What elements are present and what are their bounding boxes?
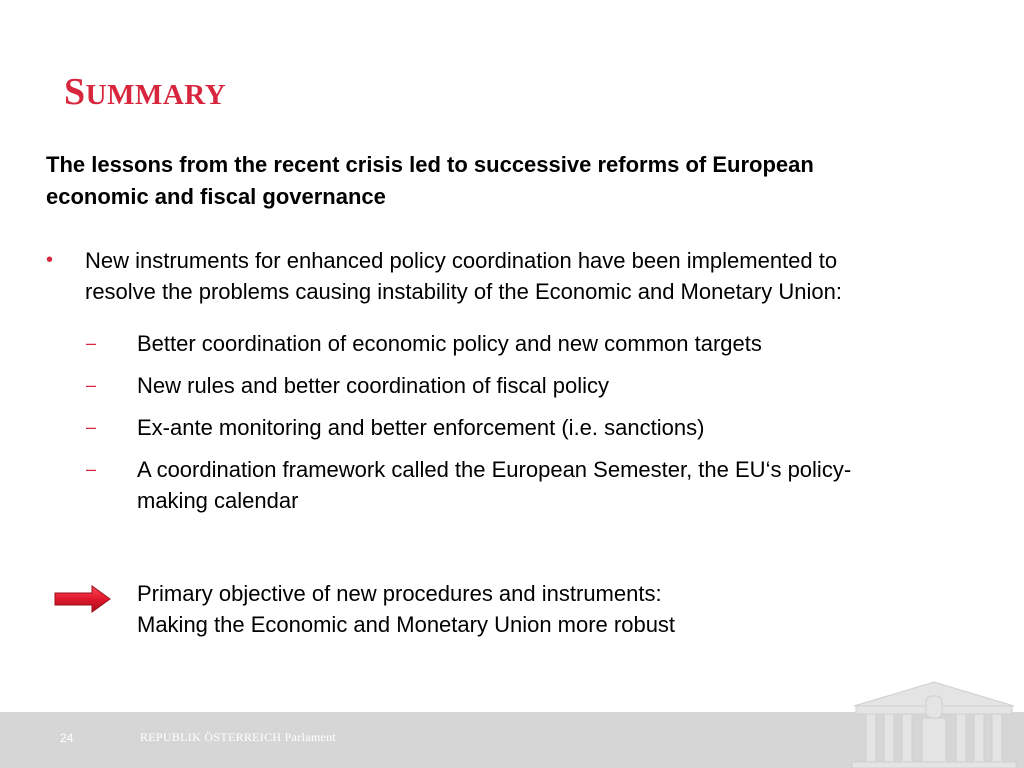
conclusion-line: Primary objective of new procedures and instruments: <box>137 581 662 606</box>
arrow-right-icon <box>54 584 112 614</box>
conclusion-text <box>137 578 897 640</box>
bullet-text <box>85 245 986 307</box>
subtitle-line: The lessons from the recent crisis led to successive reforms of European <box>46 152 814 177</box>
dash-marker: – <box>86 459 97 479</box>
title-initial: S <box>64 71 86 113</box>
parliament-building-icon <box>844 668 1024 768</box>
bullet-line: New instruments for enhanced policy coordination have been implemented to <box>85 248 838 273</box>
list-item <box>82 328 982 359</box>
conclusion-line: Making the Economic and Monetary Union more robust <box>137 612 676 637</box>
list-item-text: Better coordination of economic policy and new common targets <box>137 331 762 356</box>
subtitle-line: economic and fiscal governance <box>46 184 386 209</box>
list-item <box>82 412 982 443</box>
organization-name: REPUBLIK ÖSTERREICH Parlament <box>140 730 337 744</box>
title-rest: UMMARY <box>85 79 227 111</box>
bullet-marker: • <box>46 249 54 271</box>
dash-marker: – <box>86 333 97 353</box>
sub-bullet-list <box>82 328 982 527</box>
list-item <box>82 370 982 401</box>
dash-marker: – <box>86 417 97 437</box>
list-item-text <box>137 454 982 516</box>
list-item <box>82 454 982 516</box>
bullet-line: resolve the problems causing instability of the Economic and Monetary Union: <box>85 279 842 304</box>
list-item-line: making calendar <box>137 488 299 513</box>
slide-subtitle <box>46 149 976 213</box>
main-bullet <box>46 245 986 307</box>
list-item-text: Ex-ante monitoring and better enforcement (i.e. sanctions) <box>137 415 705 440</box>
page-number: 24 <box>60 731 74 745</box>
list-item-text: New rules and better coordination of fiscal policy <box>137 373 610 398</box>
dash-marker: – <box>86 375 97 395</box>
list-item-line: A coordination framework called the European Semester, the EU‘s policy- <box>137 457 852 482</box>
slide-title <box>64 70 226 114</box>
